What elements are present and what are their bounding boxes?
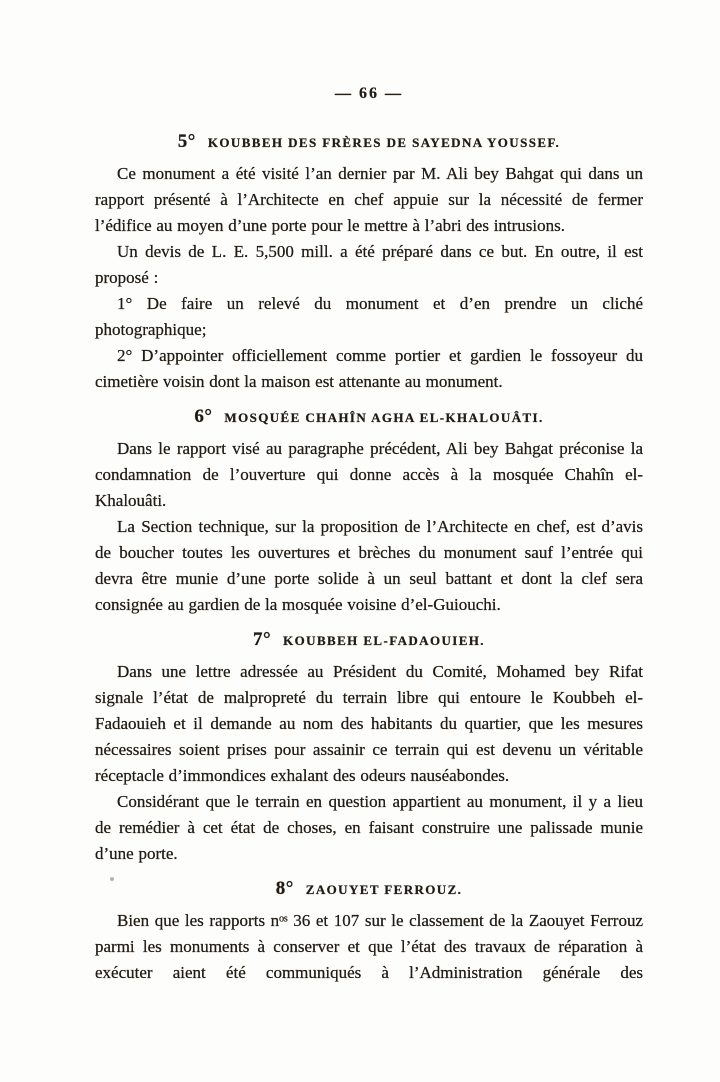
- paragraph: Ce monument a été visité l’an dernier par M. Ali bey Bahgat qui dans un rapport présenté à l’Architecte en chef appuie sur la nécessité de fermer l’édifice au moyen d’une porte pour le mettre à l’abri des intrusions.: [95, 164, 643, 235]
- paragraph: Bien que les rapports nᵒˢ 36 et 107 sur le classement de la Zaouyet Ferrouz parmi les monuments à conserver et que l’état des travaux de réparation à exécuter aient été communiqués à l’Administration générale des: [95, 911, 643, 982]
- section-title: MOSQUÉE CHAHÎN AGHA EL-KHALOUÂTI.: [224, 410, 544, 425]
- section-heading: [95, 405, 643, 428]
- paragraph: Un devis de L. E. 5,500 mill. a été préparé dans ce but. En outre, il est proposé :: [95, 242, 643, 287]
- section-8-zaouyet-ferrouz: [95, 877, 643, 986]
- list-item-2: 2° D’appointer officiellement comme portier et gardien le fossoyeur du cimetière voisin dont la maison est attenante au monument.: [95, 346, 643, 391]
- paragraph: Dans une lettre adressée au Président du Comité, Mohamed bey Rifat signale l’état de malpropreté du terrain libre qui entoure le Koubbeh el-Fadaouieh et il demande au nom des habitants du quartier, que les mesures nécessaires soient prises pour assainir ce terrain qui est devenu un véritable réceptacle d’immondices exhalant des odeurs nauséabondes.: [95, 662, 643, 785]
- section-number: 5°: [177, 131, 196, 152]
- list-item-1: 1° De faire un relevé du monument et d’en prendre un cliché photographique;: [95, 294, 643, 339]
- section-heading: [95, 628, 643, 651]
- section-7-koubbeh-el-fadaouieh: [95, 628, 643, 867]
- paragraph: Dans le rapport visé au paragraphe précédent, Ali bey Bahgat préconise la condamnation de l’ouverture qui donne accès à la mosquée Chahîn el-Khalouâti.: [95, 439, 643, 510]
- section-number: 7°: [253, 629, 272, 650]
- section-6-mosquee-chahin-agha: [95, 405, 643, 618]
- section-title: KOUBBEH DES FRÈRES DE SAYEDNA YOUSSEF.: [207, 135, 561, 150]
- document-page: [95, 0, 643, 986]
- scan-speck: [110, 877, 114, 881]
- section-title: ZAOUYET FERROUZ.: [305, 882, 463, 897]
- paragraph: La Section technique, sur la proposition de l’Architecte en chef, est d’avis de boucher toutes les ouvertures et brèches du monument sauf l’entrée qui devra être munie d’une porte solide à un seul battant et dont la clef sera consignée au gardien de la mosquée voisine d’el-Guiouchi.: [95, 517, 643, 614]
- section-heading: [95, 877, 643, 900]
- section-5-koubbeh-sayedna-youssef: [95, 130, 643, 395]
- section-number: 8°: [275, 878, 294, 899]
- page-number: — 66 —: [335, 85, 403, 102]
- section-title: KOUBBEH EL-FADAOUIEH.: [283, 633, 485, 648]
- section-heading: [95, 130, 643, 153]
- section-number: 6°: [194, 406, 213, 427]
- paragraph: Considérant que le terrain en question appartient au monument, il y a lieu de remédier à cet état de choses, en faisant construire une palissade munie d’une porte.: [95, 792, 643, 863]
